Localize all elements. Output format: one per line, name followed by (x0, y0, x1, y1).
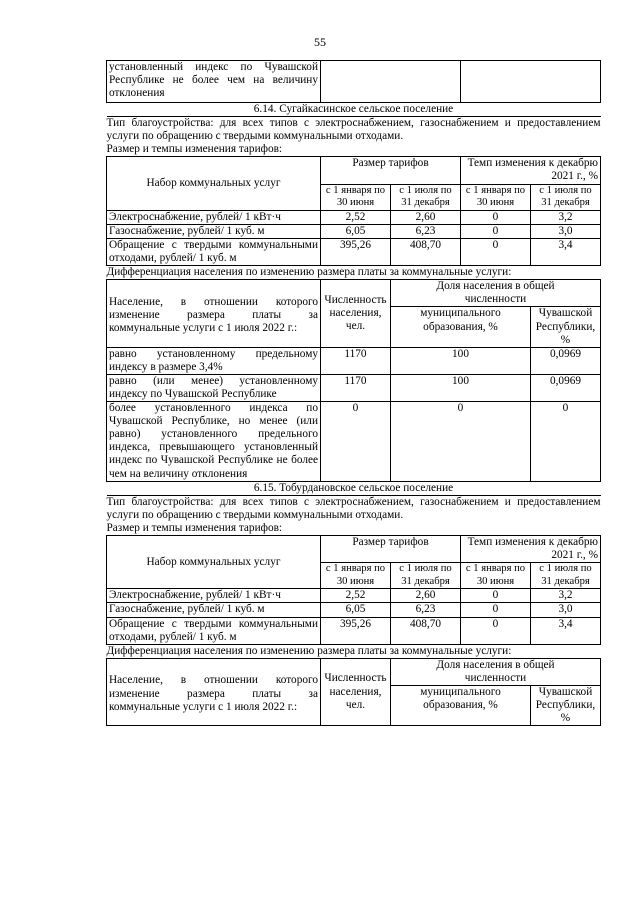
tariff-row (107, 238, 601, 265)
diff-caption: Дифференциация населения по изменению размера платы за коммунальные услуги: (107, 644, 601, 658)
diff-header-count: Численность населения, чел. (321, 280, 391, 347)
tariff-sub-jul2: с 1 июля по 31 декабря (531, 563, 601, 589)
diff-sub-rep: Чувашской Республики, % (531, 686, 601, 726)
diff-sub-mun: муниципального образования, % (391, 686, 531, 726)
tariff-v1: 2,52 (321, 210, 391, 224)
page-number: 55 (314, 35, 326, 49)
tariff-v1: 6,05 (321, 224, 391, 238)
tariff-v1: 395,26 (321, 617, 391, 644)
tariff-service: Электроснабжение, рублей/ 1 кВт·ч (107, 589, 321, 603)
tariff-v2: 6,23 (391, 603, 461, 617)
section-title: 6.14. Сугайкасинское сельское поселение (107, 103, 601, 117)
continued-mun-cell (461, 61, 601, 103)
tariff-header-size: Размер тарифов (321, 157, 461, 184)
tariff-sub-jul2: с 1 июля по 31 декабря (531, 184, 601, 210)
tariff-v2: 408,70 (391, 238, 461, 265)
document-body (106, 60, 600, 726)
tariff-sub-jan2: с 1 января по 30 июня (461, 184, 531, 210)
tariff-service: Газоснабжение, рублей/ 1 куб. м (107, 224, 321, 238)
tariff-v2: 2,60 (391, 210, 461, 224)
tariff-v1: 395,26 (321, 238, 391, 265)
diff-label: равно установленному предельному индексу в размере 3,4% (107, 347, 321, 374)
tariff-service: Обращение с твердыми коммунальными отходами, рублей/ 1 куб. м (107, 617, 321, 644)
tariff-r1: 0 (461, 210, 531, 224)
document-table (106, 60, 601, 726)
tariff-sub-jan2: с 1 января по 30 июня (461, 563, 531, 589)
tariff-r2: 3,0 (531, 603, 601, 617)
tariff-row (107, 224, 601, 238)
tariff-r2: 3,2 (531, 210, 601, 224)
tariff-r1: 0 (461, 589, 531, 603)
diff-rep: 0,0969 (531, 347, 601, 374)
infrastructure-text: Тип благоустройства: для всех типов с электроснабжением, газоснабжением и предоставлением услуги по обращению с твердыми коммунальными отходами. (106, 117, 601, 143)
diff-sub-mun: муниципального образования, % (391, 307, 531, 347)
tariff-header-size: Размер тарифов (321, 536, 461, 563)
tariff-caption: Размер и темпы изменения тарифов: (106, 143, 283, 156)
continued-label: установленный индекс по Чувашской Республике не более чем на величину отклонения (107, 61, 321, 103)
tariff-r2: 3,2 (531, 589, 601, 603)
tariff-r1: 0 (461, 238, 531, 265)
continued-row (107, 61, 601, 103)
diff-header-count: Численность населения, чел. (321, 658, 391, 725)
tariff-sub-jul: с 1 июля по 31 декабря (391, 563, 461, 589)
tariff-row (107, 603, 601, 617)
tariff-header-rate: Темп изменения к декабрю 2021 г., % (461, 157, 601, 184)
tariff-sub-jan: с 1 января по 30 июня (321, 184, 391, 210)
tariff-sub-jul: с 1 июля по 31 декабря (391, 184, 461, 210)
tariff-row (107, 210, 601, 224)
diff-rep: 0 (531, 402, 601, 482)
diff-rep: 0,0969 (531, 374, 601, 401)
diff-row (107, 347, 601, 374)
tariff-r2: 3,4 (531, 238, 601, 265)
diff-caption: Дифференциация населения по изменению размера платы за коммунальные услуги: (107, 266, 601, 280)
continued-count-cell (321, 61, 461, 103)
diff-header-population: Население, в отношении которого изменение размера платы за коммунальные услуги с 1 июля 2022 г.: (107, 658, 321, 725)
diff-mun: 100 (391, 374, 531, 401)
diff-row (107, 374, 601, 401)
tariff-header-services: Набор коммунальных услуг (107, 157, 321, 210)
tariff-r2: 3,4 (531, 617, 601, 644)
diff-label: более установленного индекса по Чувашской Республике, но менее (или равно) установленного предельного индекса, превышающего установленный индекс по Чувашской Республике не более чем на величину отклонения (107, 402, 321, 482)
diff-header-population: Население, в отношении которого изменение размера платы за коммунальные услуги с 1 июля 2022 г.: (107, 280, 321, 347)
infrastructure-text: Тип благоустройства: для всех типов с электроснабжением, газоснабжением и предоставлением услуги по обращению с твердыми коммунальными отходами. (106, 495, 601, 521)
tariff-v2: 6,23 (391, 224, 461, 238)
tariff-header-rate: Темп изменения к декабрю 2021 г., % (461, 536, 601, 563)
tariff-row (107, 589, 601, 603)
diff-sub-rep: Чувашской Республики, % (531, 307, 601, 347)
tariff-service: Газоснабжение, рублей/ 1 куб. м (107, 603, 321, 617)
diff-header-share: Доля населения в общей численности (391, 658, 601, 685)
tariff-v2: 408,70 (391, 617, 461, 644)
tariff-v1: 2,52 (321, 589, 391, 603)
diff-header-share: Доля населения в общей численности (391, 280, 601, 307)
tariff-r1: 0 (461, 224, 531, 238)
tariff-row (107, 617, 601, 644)
diff-mun: 100 (391, 347, 531, 374)
tariff-caption: Размер и темпы изменения тарифов: (106, 521, 283, 534)
tariff-header-services: Набор коммунальных услуг (107, 536, 321, 589)
diff-count: 1170 (321, 374, 391, 401)
diff-row (107, 402, 601, 482)
diff-label: равно (или менее) установленному индексу по Чувашской Республике (107, 374, 321, 401)
diff-count: 0 (321, 402, 391, 482)
diff-count: 1170 (321, 347, 391, 374)
tariff-service: Электроснабжение, рублей/ 1 кВт·ч (107, 210, 321, 224)
tariff-r1: 0 (461, 603, 531, 617)
tariff-sub-jan: с 1 января по 30 июня (321, 563, 391, 589)
tariff-service: Обращение с твердыми коммунальными отходами, рублей/ 1 куб. м (107, 238, 321, 265)
tariff-v2: 2,60 (391, 589, 461, 603)
tariff-r2: 3,0 (531, 224, 601, 238)
section-title: 6.15. Тобурдановское сельское поселение (107, 481, 601, 495)
tariff-v1: 6,05 (321, 603, 391, 617)
tariff-r1: 0 (461, 617, 531, 644)
diff-mun: 0 (391, 402, 531, 482)
